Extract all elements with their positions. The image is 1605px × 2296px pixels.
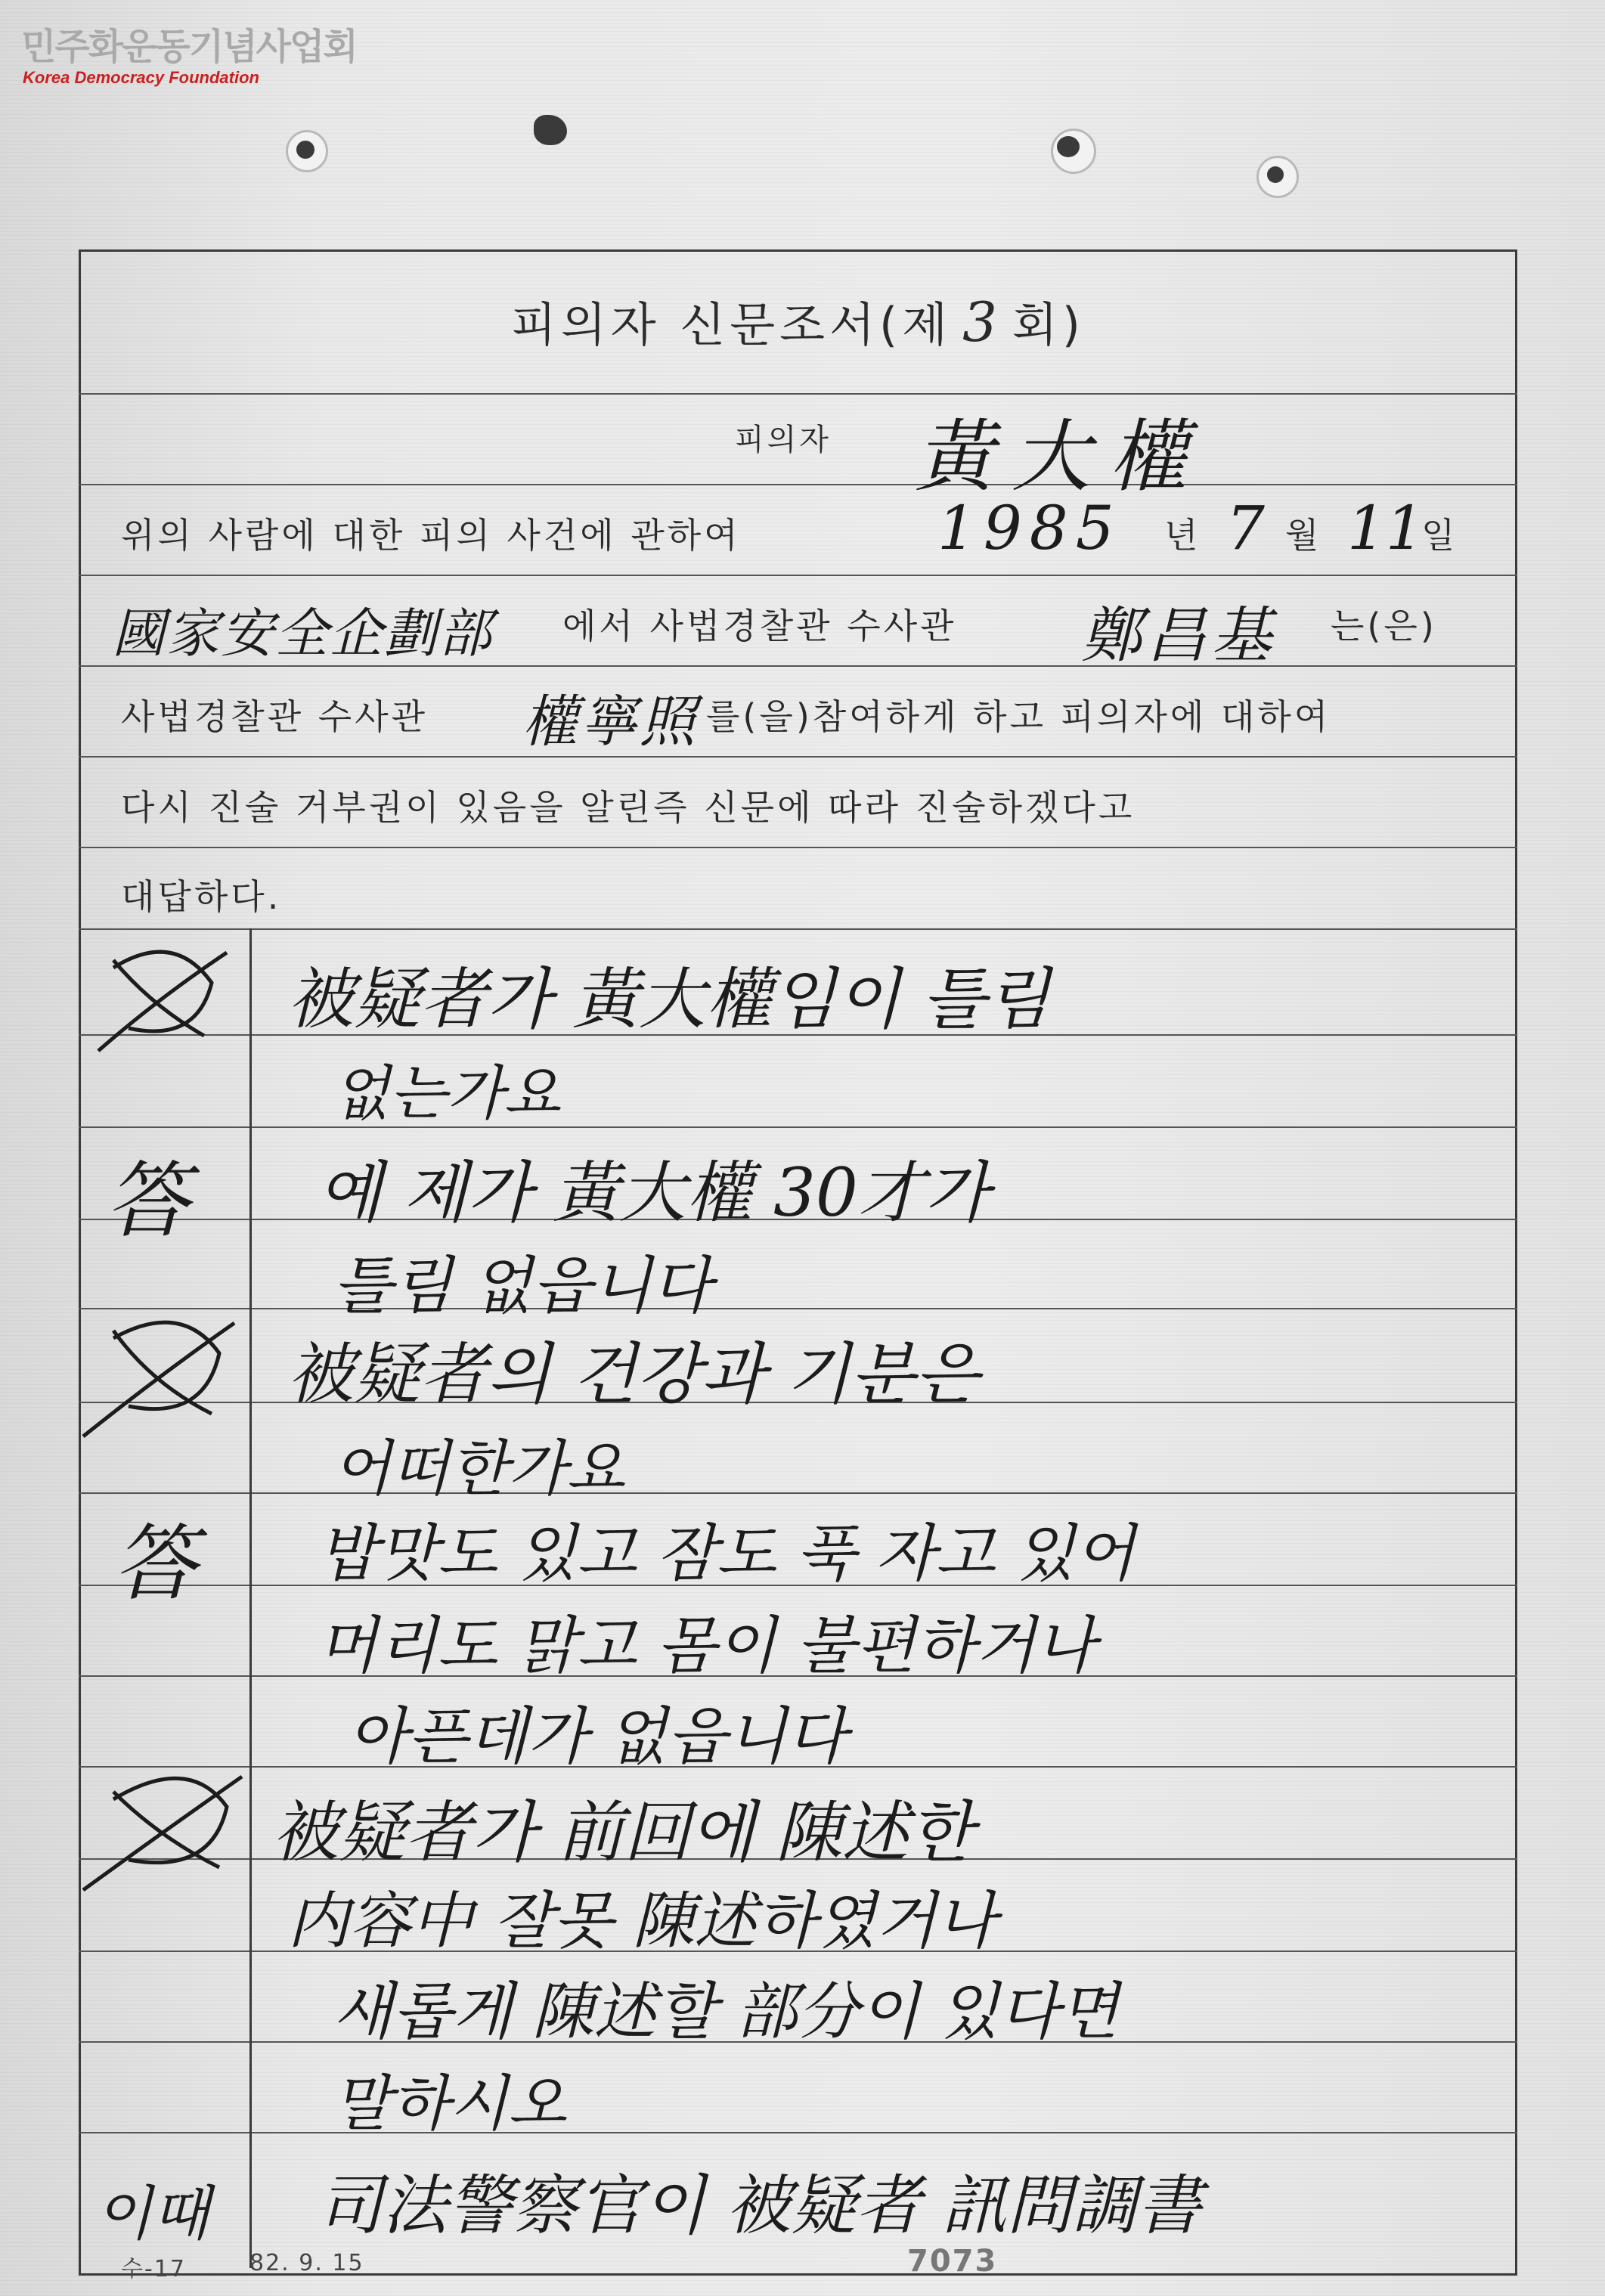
a2-line-2: 머리도 맑고 몸이 불편하거나 (318, 1610, 1095, 1682)
ruled-line (79, 2132, 1517, 2133)
date-year: 1985 (937, 493, 1122, 563)
date-month: 7 (1226, 493, 1265, 563)
ruled-line (79, 756, 1517, 758)
q1-line-1: 被疑者가 黃大權임이 틀림 (287, 960, 1050, 1038)
participant-name-handwritten: 權寧照 (522, 689, 699, 754)
month-unit: 월 (1285, 515, 1322, 556)
q3-line-1: 被疑者가 前回에 陳述한 (272, 1793, 973, 1871)
participant-line: 를(을)참여하게 하고 피의자에 대하여 (706, 696, 1331, 737)
a1-line-1: 예 제가 黃大權 30才가 (318, 1154, 989, 1232)
a1-label: 答 (106, 1152, 189, 1249)
form-date: 82. 9. 15 (249, 2250, 364, 2276)
a1-line-2: 틀림 없읍니다 (333, 1250, 712, 1322)
punch-hole-center (1057, 136, 1080, 157)
margin-rule (249, 928, 252, 2268)
ruled-line (79, 484, 1517, 485)
answer-line: 대답하다. (121, 876, 282, 917)
punch-hole-center (296, 141, 314, 159)
suspect-name-handwritten: 黃大權 (915, 411, 1206, 503)
q3-line-4: 말하시오 (333, 2068, 567, 2139)
question-mark-3 (76, 1762, 249, 1898)
ruled-line (79, 393, 1517, 395)
a2-line-1: 밥맛도 있고 잠도 푹 자고 있어 (318, 1518, 1135, 1590)
ruled-line (79, 847, 1517, 848)
ruled-line (79, 575, 1517, 576)
session-number: 3 (962, 290, 1002, 354)
participant-prefix: 사법경찰관 수사관 (121, 696, 429, 737)
q3-line-3: 새롭게 陳述할 部分이 있다면 (333, 1976, 1119, 2048)
foundation-name-korean: 민주화운동기념사업회 (21, 26, 357, 68)
ruled-line (79, 1308, 1517, 1309)
form-code: 수-17 (121, 2256, 186, 2282)
punch-hole (534, 115, 567, 145)
q2-line-2: 어떠한가요 (333, 1433, 625, 1504)
investigator-name-handwritten: 鄭昌基 (1081, 600, 1276, 671)
question-mark-1 (83, 937, 234, 1066)
opening-line: 위의 사람에 대한 피의 사건에 관하여 (121, 515, 741, 556)
a2-line-3: 아픈데가 없읍니다 (348, 1701, 847, 1773)
foundation-name-english: Korea Democracy Foundation (23, 68, 259, 87)
q2-line-1: 被疑者의 건강과 기분은 (287, 1335, 980, 1413)
investigator-suffix: 는(은) (1331, 606, 1437, 646)
year-unit: 년 (1164, 515, 1201, 556)
q3-line-2: 内容中 잘못 陳述하였거나 (287, 1885, 996, 1957)
suspect-label: 피의자 (735, 423, 832, 457)
day-unit: 일 (1421, 515, 1458, 556)
form-title-prefix: 피의자 신문조서(제 (511, 297, 953, 352)
ruled-line (79, 928, 1517, 930)
question-mark-2 (76, 1308, 242, 1444)
a2-label: 答 (113, 1515, 197, 1612)
q1-line-2: 없는가요 (333, 1060, 561, 1128)
ruled-line (79, 1126, 1517, 1128)
date-day: 11 (1347, 493, 1424, 563)
foundation-watermark (21, 26, 357, 88)
punch-hole-center (1267, 166, 1284, 183)
form-title-suffix: 회) (1012, 297, 1085, 352)
place-handwritten: 國家安全企劃部 (112, 603, 493, 665)
form-title (79, 287, 1517, 355)
ruled-line (79, 1492, 1517, 1494)
rights-notice-line: 다시 진술 거부권이 있음을 알린즉 신문에 따라 진술하겠다고 (121, 787, 1136, 828)
closing-line: 司法警察官이 被疑者 訊問調書 (318, 2168, 1202, 2244)
page-stamp-number: 7073 (907, 2244, 998, 2279)
investigator-line: 에서 사법경찰관 수사관 (562, 606, 957, 646)
closing-label: 이때 (95, 2180, 209, 2248)
